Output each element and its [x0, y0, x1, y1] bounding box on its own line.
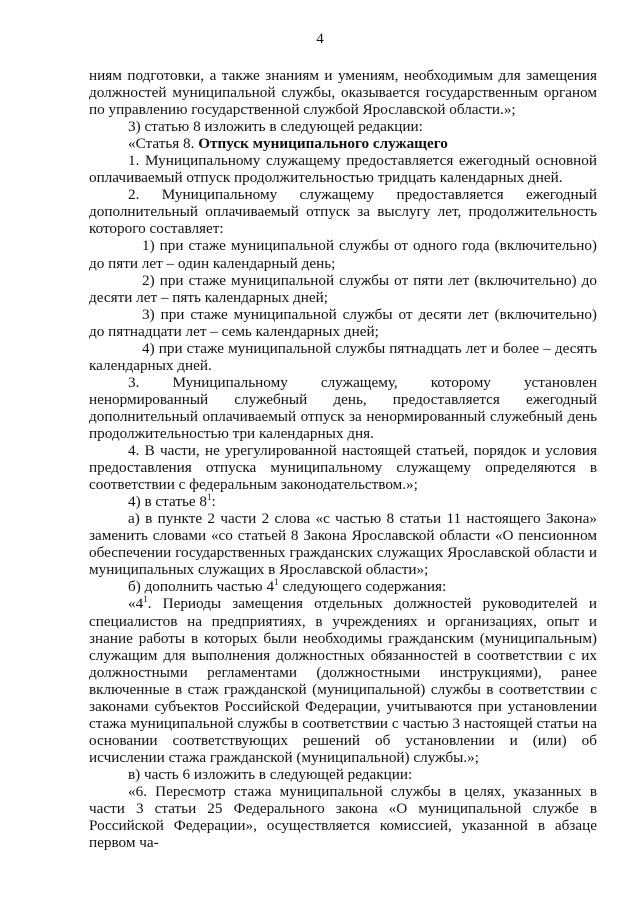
paragraph-clause-3: 3. Муниципальному служащему, которому установлен ненормированный служебный день, предоставляется ежегодный дополнительный оплачиваемый отпуск за ненормированный служебный день продолжительностью три календарных дня. [89, 373, 597, 442]
paragraph-clause-1: 1. Муниципальному служащему предоставляется ежегодный основной оплачиваемый отпуск продолжительностью тридцать календарных дней. [89, 152, 597, 187]
text-part: «4 [128, 595, 144, 613]
paragraph-item-1: 1) при стаже муниципальной службы от одного года (включительно) до пяти лет – один календарный день; [89, 237, 597, 272]
paragraph-article-8-intro: 3) статью 8 изложить в следующей редакции: [128, 118, 423, 136]
paragraph-part-6: «6. Пересмотр стажа муниципальной службы в целях, указанных в части 3 статьи 25 Федерального закона «О муниципальной службе в Российской Федерации», осуществляется комиссией, указанной в абзаце первом ча- [89, 782, 597, 852]
paragraph-article-8-1 [89, 493, 597, 510]
paragraph-part-4-1 [89, 595, 597, 765]
document-body [89, 67, 597, 851]
text-part: следующего содержания: [278, 578, 447, 596]
text-part: 4) в статье 8 [128, 493, 208, 511]
paragraph-clause-2: 2. Муниципальному служащему предоставляется ежегодный дополнительный оплачиваемый отпуск за выслугу лет, продолжительность которого составляет: [89, 186, 597, 238]
paragraph-clause-4: 4. В части, не урегулированной настоящей статьей, порядок и условия предоставления отпуска муниципальному служащему определяются в соответствии с федеральным законодательством.»; [89, 442, 597, 494]
superscript: 1 [143, 594, 148, 605]
paragraph-continuation: ниям подготовки, а также знаниям и умениям, необходимым для замещения должностей муниципальной службы, оказывается государственным органом по управлению государственной службой Ярославской области.»; [89, 67, 597, 119]
paragraph-subitem-v: в) часть 6 изложить в следующей редакции: [128, 765, 413, 783]
text-part: : [211, 493, 216, 511]
page-number: 4 [316, 31, 324, 47]
paragraph-item-3: 3) при стаже муниципальной службы от десяти лет (включительно) до пятнадцати лет – семь календарных дней; [89, 305, 597, 340]
article-8-title: Отпуск муниципального служащего [198, 135, 448, 153]
article-8-heading [89, 135, 597, 152]
article-8-label: «Статья 8. [128, 135, 199, 153]
text-part: б) дополнить частью 4 [128, 578, 275, 596]
paragraph-item-4: 4) при стаже муниципальной службы пятнадцать лет и более – десять календарных дней. [89, 339, 597, 374]
paragraph-item-2: 2) при стаже муниципальной службы от пяти лет (включительно) до десяти лет – пять календарных дней; [89, 271, 597, 306]
superscript: 1 [207, 492, 212, 503]
paragraph-subitem-a: а) в пункте 2 части 2 слова «с частью 8 статьи 11 настоящего Закона» заменить словами «со статьей 8 Закона Ярославской области «О пенсионном обеспечении государственных гражданских служащих Ярославской области и муниципальных служащих в Ярославской области»; [89, 510, 597, 579]
paragraph-subitem-b [89, 578, 597, 595]
superscript: 1 [274, 577, 279, 588]
text-part: . Периоды замещения отдельных должностей руководителей и специалистов на предприятиях, в учреждениях и организациях, опыт и знание работы в которых были необходимы гражданским (муниципальным) служащим для выполнения должностных обязанностей в соответствии с их должностными регламентами (должностными инструкциями), ранее включенные в стаж гражданской (муниципальной) службы в соответствии с законами субъектов Российской Федерации, учитываются при установлении стажа муниципальной службы в соответствии с частью 3 настоящей статьи на основании соответствующих решений об установлении и (или) об исчислении стажа гражданской (муниципальной) службы.»; [89, 595, 597, 766]
